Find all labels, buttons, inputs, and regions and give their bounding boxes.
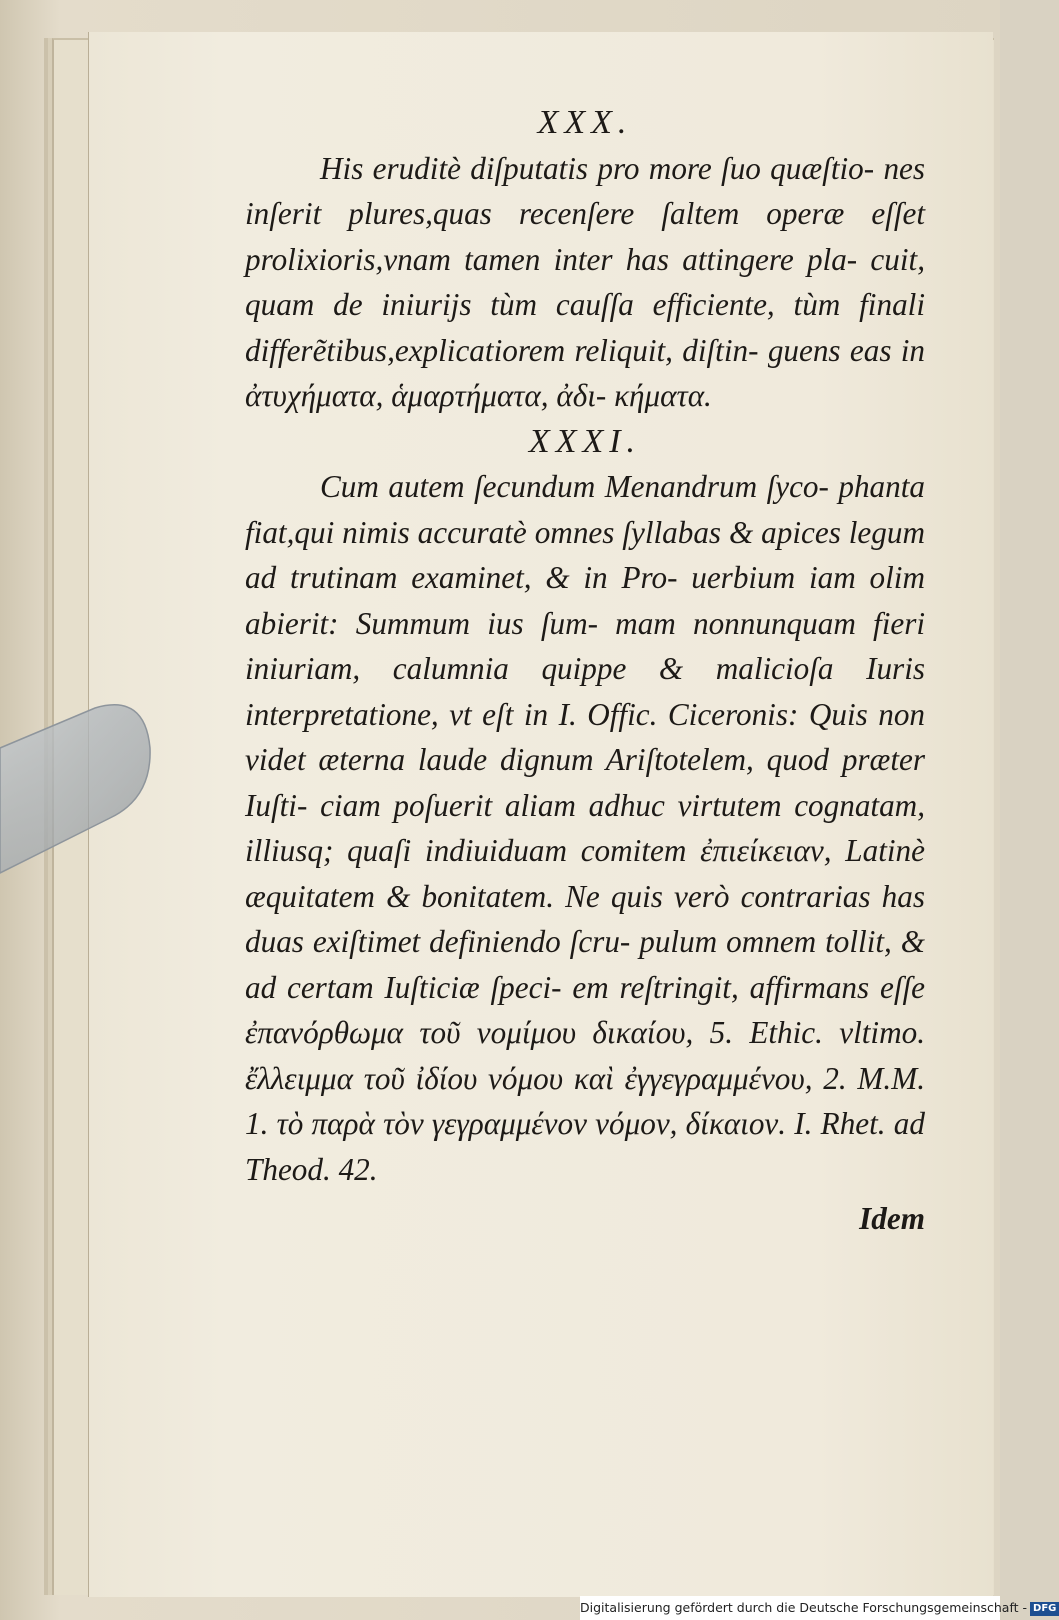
text-line: κήματα.: [614, 378, 712, 413]
paragraph-xxx: [245, 146, 925, 419]
text-line: Latinè æquitatem & bonitatem. Ne quis verò: [245, 833, 925, 914]
text-line: ciam poſuerit aliam adhuc virtutem cognatam,: [320, 787, 926, 823]
text-line: prolixioris,vnam tamen inter has attingere pla-: [245, 241, 858, 277]
text-line: quippe & malicioſa Iuris interpretatione, vt eſt: [245, 651, 925, 732]
page-text-block: [245, 100, 925, 1242]
section-heading-xxx: XXX.: [537, 104, 633, 141]
text-line: νομίμου δικαίου, 5. Ethic. vltimo. ἔλλειμμα τοῦ: [245, 1015, 926, 1096]
text-line: laude dignum Ariſtotelem, quod præter Iuſti-: [245, 742, 926, 823]
text-line: phanta fiat,qui nimis accuratè omnes ſyllabas &: [245, 469, 925, 550]
footer-text: Digitalisierung gefördert durch die Deutsche Forschungsgemeinschaft -: [580, 1600, 1028, 1615]
text-line: in I. Offic. Ciceronis: Quis non videt æterna: [245, 696, 926, 777]
text-line: uerbium iam olim abierit: Summum ius ſum-: [245, 560, 925, 641]
text-line: παρὰ τὸν γεγραμμένον νόμον, δίκαιον. I.: [311, 1106, 813, 1141]
digitization-footer: [580, 1596, 1057, 1620]
text-line: Rhet. ad Theod. 42.: [245, 1106, 925, 1187]
text-line: nes inſerit plures,quas recenſere ſaltem operæ eſſet: [245, 150, 926, 231]
text-line: apices legum ad trutinam examinet, & in Pro-: [245, 514, 925, 595]
text-line: pulum omnem tollit, & ad certam Iuſticiæ ſpeci-: [245, 924, 925, 1005]
text-line: mam nonnunquam fieri iniuriam, calumnia: [245, 605, 926, 686]
text-line: cuit, quam de iniurijs tùm cauſſa efficiente, tùm: [245, 241, 925, 322]
text-line: finali differẽtibus,explicatiorem reliquit, diſtin-: [245, 287, 925, 368]
paragraph-xxxi: [245, 464, 925, 1192]
text-line: contrarias has duas exiſtimet definiendo ſcru-: [245, 878, 925, 959]
catchword: Idem: [859, 1201, 925, 1236]
page-clip: [0, 698, 150, 878]
dfg-logo: DFG: [1030, 1602, 1059, 1616]
text-line: His eruditè diſputatis pro more ſuo quæſtio-: [320, 150, 875, 186]
text-line: Cum autem ſecundum Menandrum ſyco-: [320, 469, 829, 504]
text-line: em reſtringit, affirmans eſſe ἐπανόρθωμα τοῦ: [245, 969, 925, 1050]
text-line: illiusq; quaſi indiuiduam comitem ἐπιείκειαν,: [245, 833, 832, 868]
section-heading-xxxi: XXXI.: [528, 422, 642, 460]
text-line: guens eas in ἀτυχήματα, ἁμαρτήματα, ἀδι-: [245, 332, 926, 413]
text-line: ἰδίου νόμου καὶ ἐγγεγραμμένου, 2. M.M. 1. τὸ: [245, 1060, 925, 1141]
